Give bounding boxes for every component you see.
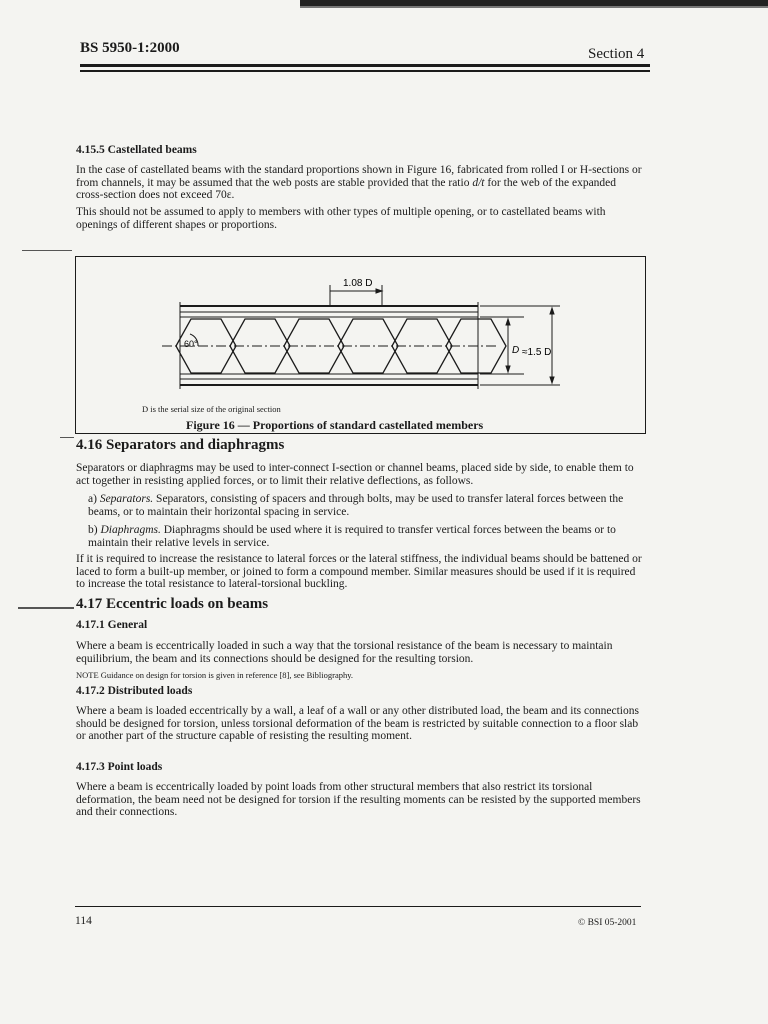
standard-number: BS 5950-1:2000 xyxy=(80,40,180,56)
dim-label-1-08d: 1.08 D xyxy=(343,278,373,289)
paragraph-other-openings: This should not be assumed to apply to members with other types of multiple opening, or to castellated beams with openings of different shapes or proportions. xyxy=(76,206,606,231)
margin-mark xyxy=(18,607,74,609)
list-text-a: Separators, consisting of spacers and through bolts, may be used to transfer lateral forces between the beams, or to maintain their horizontal spacing in service. xyxy=(88,493,624,518)
header-rule-thin xyxy=(80,70,650,72)
dim-label-1-5d: ≈1.5 D xyxy=(522,347,552,358)
list-text-b: Diaphragms should be used where it is required to transfer vertical forces between the beams or to maintain their relative levels in service. xyxy=(88,524,616,549)
header-rule-thick xyxy=(80,64,650,67)
heading-4-17-3: 4.17.3 Point loads xyxy=(76,761,163,773)
figure-note: D is the serial size of the original section xyxy=(142,404,281,414)
figure-caption: Figure 16 — Proportions of standard castellated members xyxy=(186,418,484,432)
page-number: 114 xyxy=(75,915,92,927)
castellated-beam-diagram xyxy=(76,257,646,405)
list-label-b: b) xyxy=(88,524,98,536)
ratio-variable: d/t xyxy=(472,176,485,189)
heading-4-15-5: 4.15.5 Castellated beams xyxy=(76,144,197,156)
heading-4-17-2: 4.17.2 Distributed loads xyxy=(76,685,193,697)
heading-4-17-1: 4.17.1 General xyxy=(76,619,148,631)
margin-mark xyxy=(60,437,74,438)
term-separators: Separators. xyxy=(99,493,154,505)
paragraph-distributed-loads: Where a beam is loaded eccentrically by a wall, a leaf of a wall or any other distributed load, the beam and its connections should be designed for torsion, unless torsional deformation of the beam is restricted by suitable connection to a floor slab or another part of the structure capable of resisting the resulting moment. xyxy=(76,705,639,742)
note-torsion: NOTE Guidance on design for torsion is given in reference [8], see Bibliography. xyxy=(76,670,354,680)
paragraph-castellated-end: for the web of the expanded cross-section does not exceed 70ε. xyxy=(76,176,617,201)
copyright: © BSI 05-2001 xyxy=(578,918,637,928)
paragraph-lateral-stiffness: If it is required to increase the resistance to lateral forces or the lateral stiffness, the individual beams should be battened or laced to form a built-up member, or joined to form a compound member. Similar measures should be used if it is required to increase the total resistance to lateral-torsional buckling. xyxy=(76,553,642,590)
paragraph-castellated xyxy=(76,164,644,202)
scan-edge-shadow xyxy=(300,6,768,8)
margin-mark xyxy=(22,250,72,251)
list-item-diaphragms xyxy=(88,524,644,549)
dim-label-angle: 60° xyxy=(184,339,198,349)
paragraph-castellated-text: In the case of castellated beams with the standard proportions shown in Figure 16, fabricated from rolled I or H-sections or from channels, it may be assumed that the web posts are stable provided that the ratio xyxy=(76,164,642,189)
heading-4-16: 4.16 Separators and diaphragms xyxy=(76,437,285,453)
list-item-separators xyxy=(88,493,644,518)
paragraph-separators-intro: Separators or diaphragms may be used to inter-connect I-section or channel beams, placed side by side, to enable them to act together in resisting applied forces, or to limit their relative deflections, as follows. xyxy=(76,462,634,487)
footer-rule xyxy=(75,906,641,907)
paragraph-point-loads: Where a beam is eccentrically loaded by point loads from other structural members that also restrict its torsional deformation, the beam need not be designed for torsion if the resulting moments can be resisted by the supported members and their connections. xyxy=(76,781,641,818)
list-label-a: a) xyxy=(88,493,97,505)
term-diaphragms: Diaphragms. xyxy=(100,524,161,536)
paragraph-general: Where a beam is eccentrically loaded in such a way that the torsional resistance of the beam is necessary to maintain equilibrium, the beam and its connections should be designed for the resulting torsion. xyxy=(76,640,613,665)
section-label: Section 4 xyxy=(588,46,645,62)
dim-label-d: D xyxy=(512,345,520,356)
heading-4-17: 4.17 Eccentric loads on beams xyxy=(76,596,269,612)
